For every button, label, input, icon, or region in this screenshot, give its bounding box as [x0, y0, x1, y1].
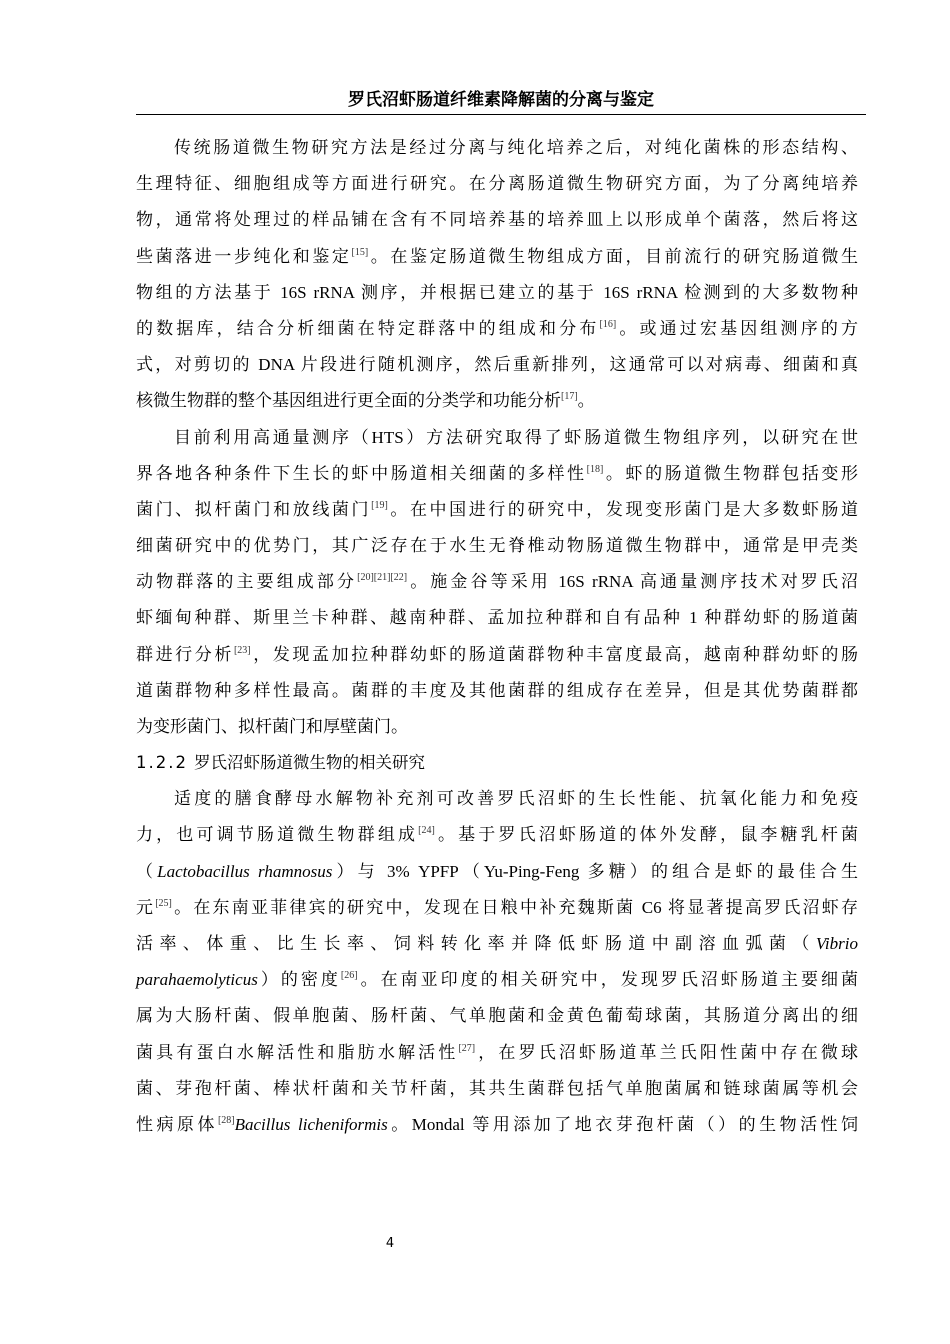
line-text: 活率、体重、比生长率、饲料转化率并降低虾肠道中副溶血弧菌（	[136, 933, 816, 953]
species-name: Lactobacillus rhamnosus	[157, 861, 333, 881]
text-line	[136, 1071, 858, 1107]
line-text: 细菌研究中的优势门，其广泛存在于水生无脊椎动物肠道微生物群中，通常是甲壳类	[136, 536, 858, 556]
line-text: 元	[136, 897, 156, 917]
text-line	[136, 311, 858, 347]
line-text: 属为大肠杆菌、假单胞菌、肠杆菌、气单胞菌和金黄色葡萄球菌，其肠道分离出的细	[136, 1006, 858, 1026]
line-text: 。施金谷等采用 16S rRNA 高通量测序技术对罗氏沼	[407, 572, 859, 592]
page-body	[136, 130, 858, 1143]
citation-ref: [27]	[458, 1042, 476, 1054]
citation-ref: [19]	[371, 499, 388, 511]
citation-ref: [23]	[233, 644, 251, 656]
text-line	[136, 962, 858, 998]
line-text: 虾缅甸种群、斯里兰卡种群、越南种群、孟加拉种群和自有品种 1 种群幼虾的肠道菌	[136, 608, 858, 628]
line-text: 。	[577, 391, 595, 411]
line-text: 力，也可调节肠道微生物群组成	[136, 825, 419, 845]
text-line	[136, 202, 858, 238]
line-text: ）的密度	[257, 970, 341, 990]
text-line	[136, 275, 858, 311]
text-line	[136, 890, 858, 926]
line-text: 动物群落的主要组成部分	[136, 572, 358, 592]
line-text: ）的生物活性饲	[718, 1114, 859, 1134]
text-line	[136, 420, 858, 456]
line-text: 生理特征、细胞组成等方面进行研究。在分离肠道微生物研究方面，为了分离纯培养	[136, 174, 858, 194]
text-line	[136, 998, 858, 1034]
citation-ref: [24]	[418, 825, 435, 837]
text-line	[136, 456, 858, 492]
line-text: 为变形菌门、拟杆菌门和厚壁菌门。	[136, 717, 408, 736]
text-line	[136, 347, 858, 383]
line-text: 。或通过宏基因组测序的方	[616, 318, 859, 338]
species-name: parahaemolyticus	[136, 970, 258, 990]
citation-ref: [28]	[217, 1114, 235, 1126]
line-text: 菌门、拟杆菌门和放线菌门	[136, 499, 372, 519]
line-text: 。在东南亚菲律宾的研究中，发现在日粮中补充魏斯菌 C6 将显著提高罗氏沼虾存	[171, 897, 858, 917]
line-text: 物组的方法基于 16S rRNA 测序，并根据已建立的基于 16S rRNA 检测到的大多数物种	[136, 282, 858, 302]
text-line	[136, 781, 858, 817]
line-text: 。Mondal 等用添加了地衣芽孢杆菌（	[387, 1114, 719, 1134]
text-line	[136, 709, 858, 745]
text-line	[136, 673, 858, 709]
line-text: 。在中国进行的研究中，发现变形菌门是大多数虾肠道	[387, 499, 858, 519]
line-text: 些菌落进一步纯化和鉴定	[136, 246, 352, 266]
line-text: 群进行分析	[136, 644, 234, 664]
running-header	[136, 88, 866, 115]
citation-ref: [20][21][22]	[357, 572, 408, 584]
citation-ref: [16]	[599, 318, 617, 330]
line-text: 的数据库，结合分析细菌在特定群落中的组成和分布	[136, 318, 600, 338]
line-text: 。虾的肠道微生物群包括变形	[603, 463, 858, 483]
line-text: 菌具有蛋白水解活性和脂肪水解活性	[136, 1042, 459, 1062]
text-line	[136, 239, 858, 275]
line-text: 核微生物群的整个基因组进行更全面的分类学和功能分析	[136, 391, 561, 411]
line-text: ，发现孟加拉种群幼虾的肠道菌群物种丰富度最高，越南种群幼虾的肠	[250, 644, 859, 664]
line-text: 。在南亚印度的相关研究中，发现罗氏沼虾肠道主要细菌	[357, 970, 859, 990]
page-number: 4	[385, 1236, 395, 1251]
text-line	[136, 564, 858, 600]
text-line	[136, 1035, 858, 1071]
text-line	[136, 854, 858, 890]
species-name: Bacillus licheniformis	[234, 1114, 388, 1134]
text-line	[136, 130, 858, 166]
section-number: 1.2.2	[136, 753, 188, 773]
text-line	[136, 1107, 858, 1143]
section-heading	[136, 745, 858, 781]
text-line	[136, 817, 858, 853]
line-text: 式，对剪切的 DNA 片段进行随机测序，然后重新排列，这通常可以对病毒、细菌和真	[136, 355, 858, 375]
citation-ref: [26]	[340, 970, 358, 982]
header-title: 罗氏沼虾肠道纤维素降解菌的分离与鉴定	[348, 90, 654, 110]
text-line	[136, 492, 858, 528]
section-title: 罗氏沼虾肠道微生物的相关研究	[193, 753, 425, 773]
line-text: 。在鉴定肠道微生物组成方面，目前流行的研究肠道微生	[368, 246, 859, 266]
citation-ref: [17]	[561, 391, 578, 403]
text-line	[136, 166, 858, 202]
line-text: 传统肠道微生物研究方法是经过分离与纯化培养之后，对纯化菌株的形态结构、	[174, 138, 858, 157]
line-text: 菌、芽孢杆菌、棒状杆菌和关节杆菌，其共生菌群包括气单胞菌属和链球菌属等机会	[136, 1078, 858, 1098]
text-line	[136, 926, 858, 962]
species-name: Vibrio	[815, 933, 858, 953]
paragraph-2	[136, 420, 858, 746]
line-text: ）与 3% YPFP（Yu-Ping-Feng 多糖）的组合是虾的最佳合生	[332, 861, 859, 881]
line-text: 适度的膳食酵母水解物补充剂可改善罗氏沼虾的生长性能、抗氧化能力和免疫	[174, 789, 858, 809]
line-text: 。基于罗氏沼虾肠道的体外发酵，鼠李糖乳杆菌	[434, 825, 859, 845]
text-line	[136, 383, 858, 419]
text-line	[136, 600, 858, 636]
line-text: ，在罗氏沼虾肠道革兰氏阳性菌中存在微球	[475, 1042, 859, 1062]
text-line	[136, 637, 858, 673]
line-text: 道菌群物种多样性最高。菌群的丰度及其他菌群的组成存在差异，但是其优势菌群都	[136, 680, 858, 700]
citation-ref: [15]	[351, 246, 369, 258]
line-text: 界各地各种条件下生长的虾中肠道相关细菌的多样性	[136, 463, 587, 483]
citation-ref: [25]	[155, 897, 172, 909]
line-text: 目前利用高通量测序（HTS）方法研究取得了虾肠道微生物组序列，以研究在世	[174, 427, 858, 447]
citation-ref: [18]	[586, 463, 604, 475]
text-line	[136, 528, 858, 564]
paragraph-1	[136, 130, 858, 420]
line-text: （	[136, 861, 158, 881]
paragraph-3	[136, 781, 858, 1143]
line-text: 物，通常将处理过的样品铺在含有不同培养基的培养皿上以形成单个菌落，然后将这	[136, 210, 858, 230]
line-text: 性病原体	[136, 1114, 218, 1134]
